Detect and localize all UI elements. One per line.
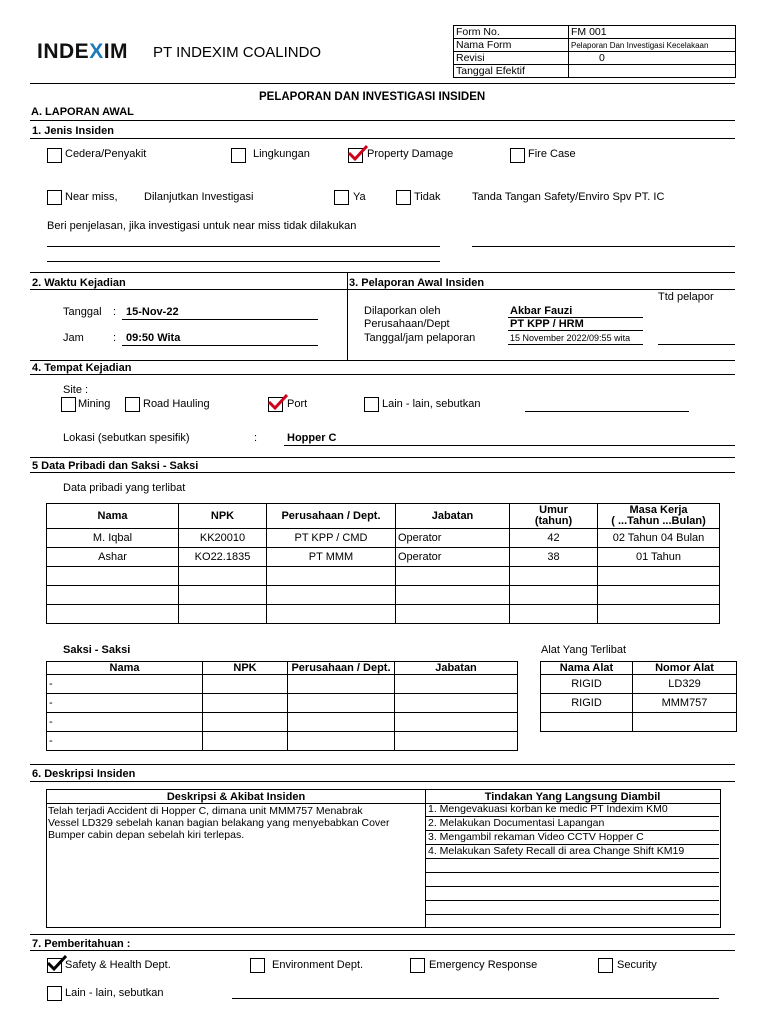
cell[interactable] (510, 586, 598, 605)
checkbox-emergency[interactable] (410, 958, 425, 973)
list-item[interactable]: 3. Mengambil rekaman Video CCTV Hopper C (426, 831, 719, 845)
cell[interactable] (510, 605, 598, 624)
cell[interactable] (179, 605, 267, 624)
checkbox-port[interactable] (268, 397, 283, 412)
cell[interactable] (396, 586, 510, 605)
cell[interactable] (598, 605, 720, 624)
checkbox-property-damage[interactable] (348, 148, 363, 163)
label-data-pribadi: Data pribadi yang terlibat (63, 482, 186, 494)
cell[interactable] (179, 586, 267, 605)
cell[interactable] (633, 713, 737, 732)
cell[interactable]: 02 Tahun 04 Bulan (598, 529, 720, 548)
cell[interactable] (288, 675, 395, 694)
ttd-pelapor-line[interactable] (658, 344, 735, 345)
label-ttd-spv: Tanda Tangan Safety/Enviro Spv PT. IC (472, 191, 665, 203)
col-header-jabatan: Jabatan (396, 504, 510, 529)
checkbox-road-hauling[interactable] (125, 397, 140, 412)
cell[interactable] (598, 586, 720, 605)
label-safety-health: Safety & Health Dept. (65, 959, 171, 971)
label-security: Security (617, 959, 657, 971)
section-5-heading: 5 Data Pribadi dan Saksi - Saksi (32, 460, 199, 472)
cell[interactable] (203, 694, 288, 713)
cell[interactable] (395, 694, 518, 713)
deskripsi-text[interactable]: Telah terjadi Accident di Hopper C, dimana unit MMM757 Menabrak Vessel LD329 sebelah kanan bagian belakang yang menyebabkan Cover Bumper cabin depan sebelah kiri terlepas. (48, 805, 390, 841)
cell[interactable] (541, 713, 633, 732)
cell[interactable]: - (47, 713, 203, 732)
label-tanggal-pelaporan: Tanggal/jam pelaporan (364, 332, 476, 344)
table-row (47, 586, 720, 605)
label-property-damage: Property Damage (367, 148, 454, 160)
checkmark-red-icon (267, 393, 289, 411)
form-meta-table: Form No. FM 001 Nama Form Pelaporan Dan Investigasi Kecelakaan Revisi 0 Tanggal Efektif (453, 25, 736, 78)
checkbox-tidak[interactable] (396, 190, 411, 205)
cell[interactable] (267, 567, 396, 586)
label-tidak: Tidak (414, 191, 441, 203)
saksi-table (46, 661, 518, 751)
form-title: PELAPORAN DAN INVESTIGASI INSIDEN (259, 91, 486, 103)
section-7-heading: 7. Pemberitahuan : (32, 938, 131, 950)
deskripsi-header: Deskripsi & Akibat Insiden (166, 791, 306, 803)
cell[interactable] (267, 586, 396, 605)
table-row (541, 713, 737, 732)
cell[interactable]: 01 Tahun (598, 548, 720, 567)
checkbox-ya[interactable] (334, 190, 349, 205)
cell[interactable] (396, 567, 510, 586)
cell[interactable] (395, 713, 518, 732)
cell[interactable]: Operator (396, 548, 510, 567)
label-lokasi: Lokasi (sebutkan spesifik) (63, 432, 190, 444)
value-perusahaan-dept[interactable]: PT KPP / HRM (510, 318, 584, 330)
cell[interactable]: - (47, 694, 203, 713)
cell[interactable]: Operator (396, 529, 510, 548)
table-row (47, 529, 720, 548)
list-item[interactable] (426, 901, 719, 915)
label-jam: Jam (63, 332, 84, 344)
company-logo: INDEXIM (37, 40, 129, 63)
label-dilaporkan-oleh: Dilaporkan oleh (364, 305, 441, 317)
label-environment: Environment Dept. (272, 959, 364, 971)
section-a-title: A. LAPORAN AWAL (31, 106, 134, 118)
checkbox-cedera[interactable] (47, 148, 62, 163)
list-item[interactable] (426, 887, 719, 901)
list-item[interactable] (426, 873, 719, 887)
table-row (541, 694, 737, 713)
list-item[interactable]: 1. Mengevakuasi korban ke medic PT Indexim KM0 (426, 803, 719, 817)
value-tanggal[interactable]: 15-Nov-22 (126, 306, 179, 318)
table-row (47, 694, 518, 713)
checkbox-fire-case[interactable] (510, 148, 525, 163)
cell[interactable]: KO22.1835 (179, 548, 267, 567)
cell[interactable]: PT KPP / CMD (267, 529, 396, 548)
checkbox-mining[interactable] (61, 397, 76, 412)
cell[interactable] (598, 567, 720, 586)
cell[interactable]: 38 (510, 548, 598, 567)
cell[interactable] (47, 567, 179, 586)
lain-lain-tempat-line[interactable] (525, 411, 689, 412)
cell[interactable]: KK20010 (179, 529, 267, 548)
col-header-nomor-alat: Nomor Alat (633, 662, 737, 675)
cell[interactable] (47, 586, 179, 605)
colon: : (113, 332, 117, 344)
label-lain-lain-pemberitahuan: Lain - lain, sebutkan (65, 987, 164, 999)
cell[interactable]: 42 (510, 529, 598, 548)
list-item[interactable]: 2. Melakukan Documentasi Lapangan (426, 817, 719, 831)
cell[interactable]: M. Iqbal (47, 529, 179, 548)
col-header-nama-alat: Nama Alat (541, 662, 633, 675)
checkbox-lingkungan[interactable] (231, 148, 246, 163)
col-header-nama: Nama (47, 504, 179, 529)
colon: : (254, 432, 258, 444)
section-3-heading: 3. Pelaporan Awal Insiden (349, 277, 485, 289)
checkmark-red-icon (347, 144, 369, 162)
table-row (47, 713, 518, 732)
penjelasan-line-1[interactable] (47, 246, 440, 247)
cell[interactable]: Ashar (47, 548, 179, 567)
value-dilaporkan-oleh[interactable]: Akbar Fauzi (510, 305, 573, 317)
company-name: PT INDEXIM COALINDO (153, 44, 322, 61)
label-perusahaan-dept: Perusahaan/Dept (364, 318, 450, 330)
value-lokasi[interactable]: Hopper C (287, 432, 337, 444)
checkbox-security[interactable] (598, 958, 613, 973)
cell[interactable]: - (47, 732, 203, 751)
section-1-heading: 1. Jenis Insiden (32, 125, 114, 137)
cell[interactable] (203, 732, 288, 751)
label-road-hauling: Road Hauling (143, 398, 210, 410)
cell[interactable] (179, 567, 267, 586)
lain-lain-pemberitahuan-line[interactable] (232, 998, 719, 999)
label-emergency: Emergency Response (429, 959, 538, 971)
checkbox-lain-lain-tempat[interactable] (364, 397, 379, 412)
label-alat-terlibat: Alat Yang Terlibat (541, 644, 627, 656)
cell[interactable] (203, 713, 288, 732)
section-2-heading: 2. Waktu Kejadian (32, 277, 126, 289)
label-fire-case: Fire Case (528, 148, 576, 160)
col-header-masa-kerja: Masa Kerja ( ...Tahun ...Bulan) (598, 504, 720, 529)
cell[interactable] (267, 605, 396, 624)
checkbox-safety-health[interactable] (47, 958, 62, 973)
cell[interactable] (395, 732, 518, 751)
col-header-saksi-perusahaan: Perusahaan / Dept. (288, 662, 395, 675)
col-header-npk: NPK (179, 504, 267, 529)
list-item[interactable] (426, 859, 719, 873)
cell[interactable] (288, 732, 395, 751)
col-header-saksi-npk: NPK (203, 662, 288, 675)
penjelasan-line-2[interactable] (47, 261, 440, 262)
data-pribadi-table (46, 503, 720, 624)
table-row (47, 732, 518, 751)
table-row (47, 548, 720, 567)
label-port: Port (287, 398, 308, 410)
col-header-umur: Umur (tahun) (510, 504, 598, 529)
table-row (47, 675, 518, 694)
label-site: Site : (63, 384, 89, 396)
table-row (47, 567, 720, 586)
cell[interactable] (47, 605, 179, 624)
label-tanggal: Tanggal (63, 306, 102, 318)
label-lain-lain-tempat: Lain - lain, sebutkan (382, 398, 481, 410)
table-row (541, 675, 737, 694)
cell[interactable]: PT MMM (267, 548, 396, 567)
table-row (47, 605, 720, 624)
label-mining: Mining (78, 398, 111, 410)
checkbox-environment[interactable] (250, 958, 265, 973)
cell[interactable] (395, 675, 518, 694)
checkbox-near-miss[interactable] (47, 190, 62, 205)
col-header-saksi-nama: Nama (47, 662, 203, 675)
cell[interactable] (288, 694, 395, 713)
cell[interactable]: MMM757 (633, 694, 737, 713)
label-ttd-pelapor: Ttd pelapor (658, 291, 714, 303)
col-header-saksi-jabatan: Jabatan (395, 662, 518, 675)
cell[interactable]: RIGID (541, 694, 633, 713)
label-saksi: Saksi - Saksi (63, 644, 131, 656)
label-lanjut-investigasi: Dilanjutkan Investigasi (144, 191, 254, 203)
label-lingkungan: Lingkungan (253, 148, 310, 160)
col-header-perusahaan: Perusahaan / Dept. (267, 504, 396, 529)
cell[interactable]: - (47, 675, 203, 694)
checkbox-lain-lain-pemberitahuan[interactable] (47, 986, 62, 1001)
label-near-miss: Near miss, (65, 191, 118, 203)
colon: : (113, 306, 117, 318)
value-tanggal-pelaporan[interactable]: 15 November 2022/09:55 wita (510, 333, 631, 343)
tindakan-list (426, 803, 719, 915)
cell[interactable] (396, 605, 510, 624)
cell[interactable] (510, 567, 598, 586)
tindakan-header: Tindakan Yang Langsung Diambil (484, 791, 661, 803)
section-4-heading: 4. Tempat Kejadian (32, 362, 132, 374)
value-jam[interactable]: 09:50 Wita (126, 332, 181, 344)
section-6-heading: 6. Deskripsi Insiden (32, 768, 136, 780)
cell[interactable]: LD329 (633, 675, 737, 694)
ttd-spv-line[interactable] (472, 246, 735, 247)
cell[interactable]: RIGID (541, 675, 633, 694)
cell[interactable] (288, 713, 395, 732)
alat-table (540, 661, 737, 732)
list-item[interactable]: 4. Melakukan Safety Recall di area Change Shift KM19 (426, 845, 719, 859)
label-ya: Ya (353, 191, 366, 203)
cell[interactable] (203, 675, 288, 694)
label-cedera: Cedera/Penyakit (65, 148, 147, 160)
label-penjelasan: Beri penjelasan, jika investigasi untuk near miss tidak dilakukan (47, 220, 357, 232)
